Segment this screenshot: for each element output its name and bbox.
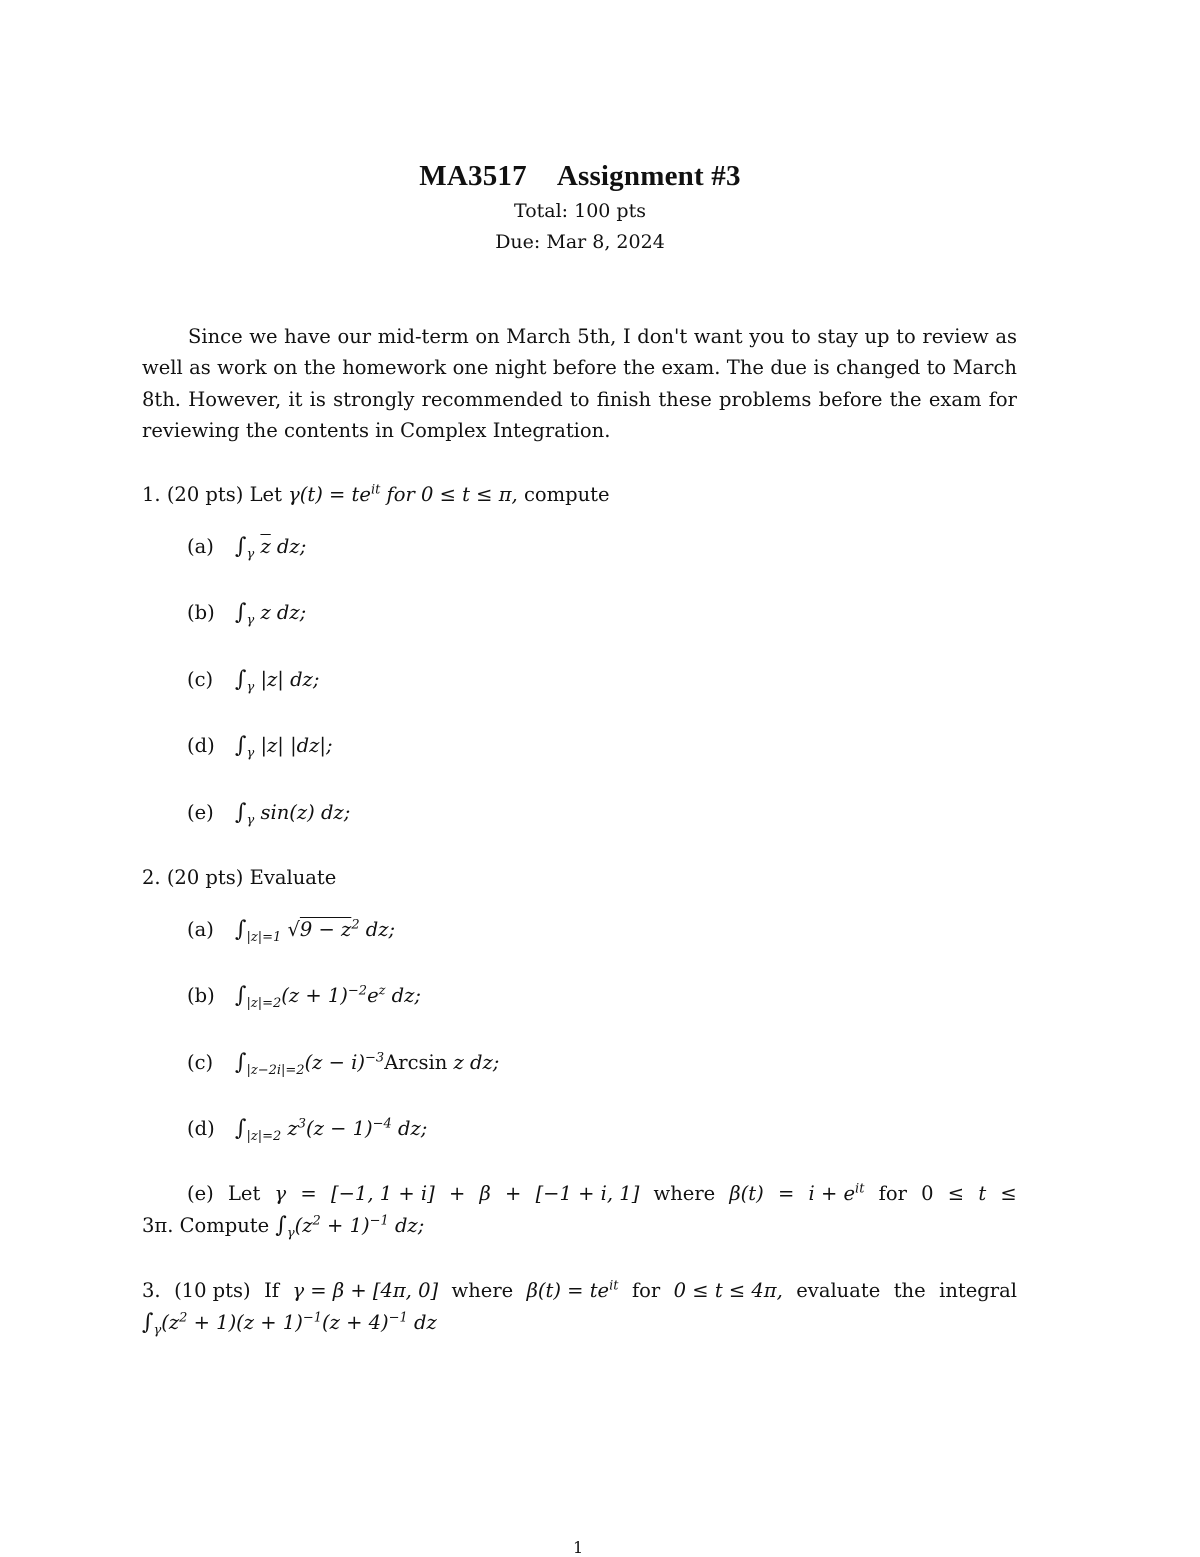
page-title: [0, 160, 1160, 193]
problem-1-statement: 1. (20 pts) Let $\gamma(t) = te^{it}$ for 0 ≤ t ≤ π, compute: [142, 482, 610, 506]
course-code: MA3517: [419, 160, 527, 192]
total-points: Total: 100 pts: [514, 200, 646, 222]
problem-2e-line-1: (e) Let γ = [−1, 1 + i] + β + [−1 + i, 1] where β(t) = $i + e^{it}$ for 0 ≤ t ≤: [187, 1181, 1017, 1205]
problem-1c: (c) $\int_\gamma$ |z| dz;: [187, 667, 320, 695]
problem-1a: (a) $\int_\gamma$ $\overline{z}$ dz;: [187, 534, 307, 562]
page-number: 1: [573, 1538, 584, 1557]
problem-1b: (b) $\int_\gamma$ z dz;: [187, 600, 307, 628]
problem-2c: (c) $\int_{|z-2i|=2}(z - i)^{-3}Arcsin$ z dz;: [187, 1050, 500, 1078]
intro-paragraph: Since we have our mid-term on March 5th, I don't want you to stay up to review as well as work on the homework one night before the exam. The due is changed to March 8th. However, it is strongly recommended to finish these problems before the exam for reviewing the contents in Complex Integration.: [142, 325, 1017, 443]
problem-2a: (a) $\int_{|z|=1}$ $√9 - z^2$ dz;: [187, 917, 396, 945]
problem-2-statement: 2. (20 pts) Evaluate: [142, 866, 337, 889]
problem-1d: (d) $\int_\gamma$ |z| |dz|;: [187, 733, 333, 761]
problem-3-line-2: $\int_\gamma(z^2 + 1)(z + 1)^{-1}(z + 4)^{-1}$ dz: [142, 1310, 437, 1338]
problem-2e-line-2: 3π. Compute $\int_\gamma(z^2 + 1)^{-1}$ dz;: [142, 1213, 425, 1241]
problem-1e: (e) $\int_\gamma$ sin(z) dz;: [187, 800, 351, 828]
due-date: Due: Mar 8, 2024: [495, 231, 665, 253]
problem-2d: (d) $\int_{|z|=2}$ $z^3(z - 1)^{-4}$ dz;: [187, 1116, 428, 1144]
problem-3-line-1: 3. (10 pts) If γ = β + [4π, 0] where $\beta(t) = te^{it}$ for 0 ≤ t ≤ 4π, evaluate the integral: [142, 1278, 1017, 1302]
assignment-name: Assignment #3: [556, 160, 741, 192]
problem-2b: (b) $\int_{|z|=2}(z + 1)^{-2}e^z$ dz;: [187, 983, 421, 1011]
